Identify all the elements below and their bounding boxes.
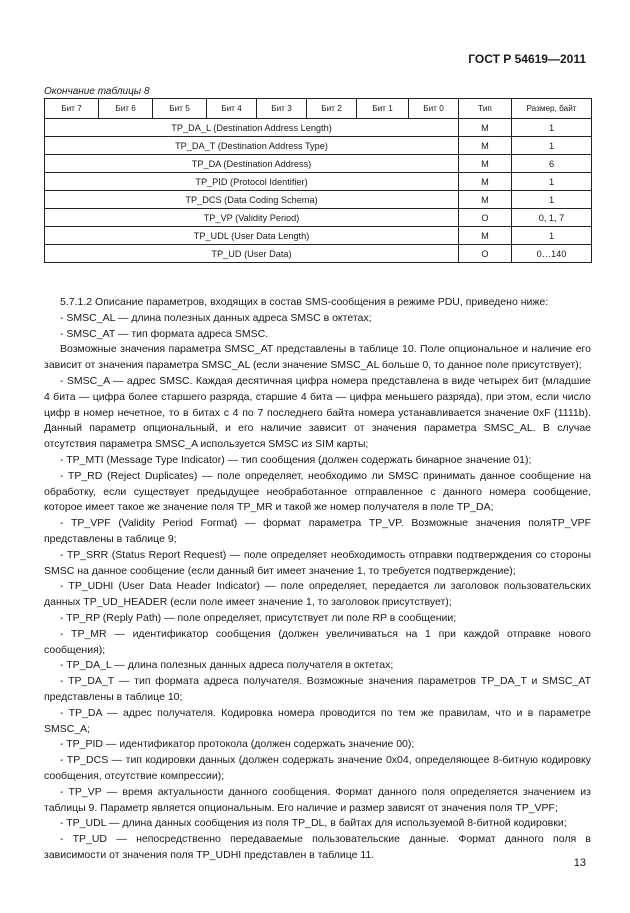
paragraph: - TP_DCS — тип кодировки данных (должен содержать значение 0x04, определяющее 8-битную кодировку сообщения, отсутствие компрессии); bbox=[44, 754, 591, 782]
paragraph: - SMSC_AT — тип формата адреса SMSC. bbox=[60, 327, 269, 340]
paragraph: - TP_MTI (Message Type Indicator) — тип сообщения (должен содержать бинарное значение 01); bbox=[60, 453, 532, 466]
table-row bbox=[45, 119, 592, 137]
paragraph: - TP_UDL — длина данных сообщения из поля TP_DL, в байтах для используемой 8-битной кодировки; bbox=[60, 817, 567, 830]
table-header-row bbox=[45, 99, 592, 119]
header-cell: Бит 5 bbox=[153, 99, 207, 119]
header-cell: Бит 7 bbox=[45, 99, 99, 119]
paragraph: - TP_PID — идентификатор протокола (должен содержать значение 00); bbox=[60, 738, 415, 751]
field-name: TP_DCS (Data Coding Schema) bbox=[45, 191, 459, 209]
page-header: ГОСТ Р 54619—2011 bbox=[468, 52, 586, 66]
table-row bbox=[45, 173, 592, 191]
paragraph: Возможные значения параметра SMSC_AT представлены в таблице 10. Поле опциональное и наличие его зависит от значения параметра SMSC_AL (если значение SMSC_AL больше 0, то данное поле присутствует); bbox=[44, 343, 591, 372]
page-number: 13 bbox=[573, 857, 586, 869]
body-text bbox=[44, 295, 591, 864]
field-name: TP_UD (User Data) bbox=[45, 245, 459, 263]
header-cell: Бит 1 bbox=[357, 99, 409, 119]
header-cell: Тип bbox=[459, 99, 512, 119]
header-cell: Бит 4 bbox=[207, 99, 257, 119]
field-type: M bbox=[459, 155, 512, 173]
field-size: 6 bbox=[512, 155, 592, 173]
paragraph: - TP_UD — непосредственно передаваемые пользовательские данные. Формат данного поля в зависимости от значения поля TP_UDHI представлен в таблице 11. bbox=[44, 833, 591, 861]
field-size: 1 bbox=[512, 119, 592, 137]
field-size: 1 bbox=[512, 137, 592, 155]
table-row bbox=[45, 191, 592, 209]
table-row bbox=[45, 209, 592, 227]
table-row bbox=[45, 227, 592, 245]
table-row bbox=[45, 137, 592, 155]
paragraph: - TP_VPF (Validity Period Format) — формат параметра TP_VP. Возможные значения поляTP_VPF представлены в таблице 9; bbox=[44, 517, 591, 545]
paragraph: - TP_MR — идентификатор сообщения (должен увеличиваться на 1 при каждой отправке нового сообщения); bbox=[44, 627, 591, 656]
paragraph: - TP_DA_L — длина полезных данных адреса получателя в октетах; bbox=[60, 659, 394, 672]
header-cell: Бит 6 bbox=[99, 99, 153, 119]
field-name: TP_DA (Destination Address) bbox=[45, 155, 459, 173]
field-type: M bbox=[459, 227, 512, 245]
field-size: 1 bbox=[512, 173, 592, 191]
parameter-table bbox=[44, 98, 592, 263]
table-caption: Окончание таблицы 8 bbox=[44, 86, 150, 97]
field-type: O bbox=[459, 209, 512, 227]
paragraph: - TP_DA_T — тип формата адреса получателя. Возможные значения параметров TP_DA_T и SMSC_AT представлены в таблице 10; bbox=[44, 675, 591, 703]
field-type: O bbox=[459, 245, 512, 263]
paragraph: 5.7.1.2 Описание параметров, входящих в состав SMS-сообщения в режиме PDU, приведено ниже: bbox=[60, 296, 549, 308]
paragraph: - TP_DA — адрес получателя. Кодировка номера проводится по тем же правилам, что и в параметре SMSC_A; bbox=[44, 706, 591, 735]
field-type: M bbox=[459, 119, 512, 137]
field-type: M bbox=[459, 173, 512, 191]
field-size: 1 bbox=[512, 227, 592, 245]
field-size: 1 bbox=[512, 191, 592, 209]
field-type: M bbox=[459, 137, 512, 155]
paragraph: - SMSC_AL — длина полезных данных адреса SMSC в октетах; bbox=[60, 311, 372, 324]
table-row bbox=[45, 155, 592, 173]
field-name: TP_PID (Protocol Identifier) bbox=[45, 173, 459, 191]
field-name: TP_VP (Validity Period) bbox=[45, 209, 459, 227]
paragraph: - TP_VP — время актуальности данного сообщения. Формат данного поля определяется значением из таблицы 9. Параметр является опциональным. Его наличие и размер зависят от значения поля TP_VPF; bbox=[44, 785, 591, 814]
field-name: TP_DA_L (Destination Address Length) bbox=[45, 119, 459, 137]
header-cell: Размер, байт bbox=[512, 99, 592, 119]
paragraph: - TP_RP (Reply Path) — поле определяет, присутствует ли поле RP в сообщении; bbox=[60, 611, 457, 624]
paragraph: - TP_UDHI (User Data Header Indicator) — поле определяет, передается ли заголовок пользовательских данных TP_UD_HEADER (если поле имеет значение 1, то заголовок присутствует); bbox=[44, 580, 591, 609]
header-cell: Бит 0 bbox=[409, 99, 459, 119]
header-cell: Бит 2 bbox=[307, 99, 357, 119]
header-cell: Бит 3 bbox=[257, 99, 307, 119]
paragraph: - TP_SRR (Status Report Request) — поле определяет необходимость отправки подтверждения со стороны SMSC на данное сообщение (если данный бит имеет значение 1, то требуется подтверждение); bbox=[44, 548, 591, 577]
paragraph: - TP_RD (Reject Duplicates) — поле определяет, необходимо ли SMSC принимать данное сообщение на обработку, если существует предыдущее необработанное отправленное с данного номера сообщение, которое имеет такое же значение поля TP_MR и такой же номер получателя в поле TP_DA; bbox=[44, 469, 591, 514]
field-name: TP_UDL (User Data Length) bbox=[45, 227, 459, 245]
paragraph: - SMSC_A — адрес SMSC. Каждая десятичная цифра номера представлена в виде четырех бит (младшие 4 бита — цифра более старшего разряда, старшие 4 бита — цифра меньшего разряда), при этом, если число цифр в номер нечетное, то в битах с 4 по 7 последнего байта номера устанавливается значение 0xF (1111b). Данный параметр опциональный, и его наличие зависит от значения параметра SMSC_AL. В случае отсутствия параметра SMSC_A используется SMSC из SIM карты; bbox=[44, 374, 591, 451]
table-row bbox=[45, 245, 592, 263]
field-size: 0…140 bbox=[512, 245, 592, 263]
field-size: 0, 1, 7 bbox=[512, 209, 592, 227]
field-type: M bbox=[459, 191, 512, 209]
field-name: TP_DA_T (Destination Address Type) bbox=[45, 137, 459, 155]
